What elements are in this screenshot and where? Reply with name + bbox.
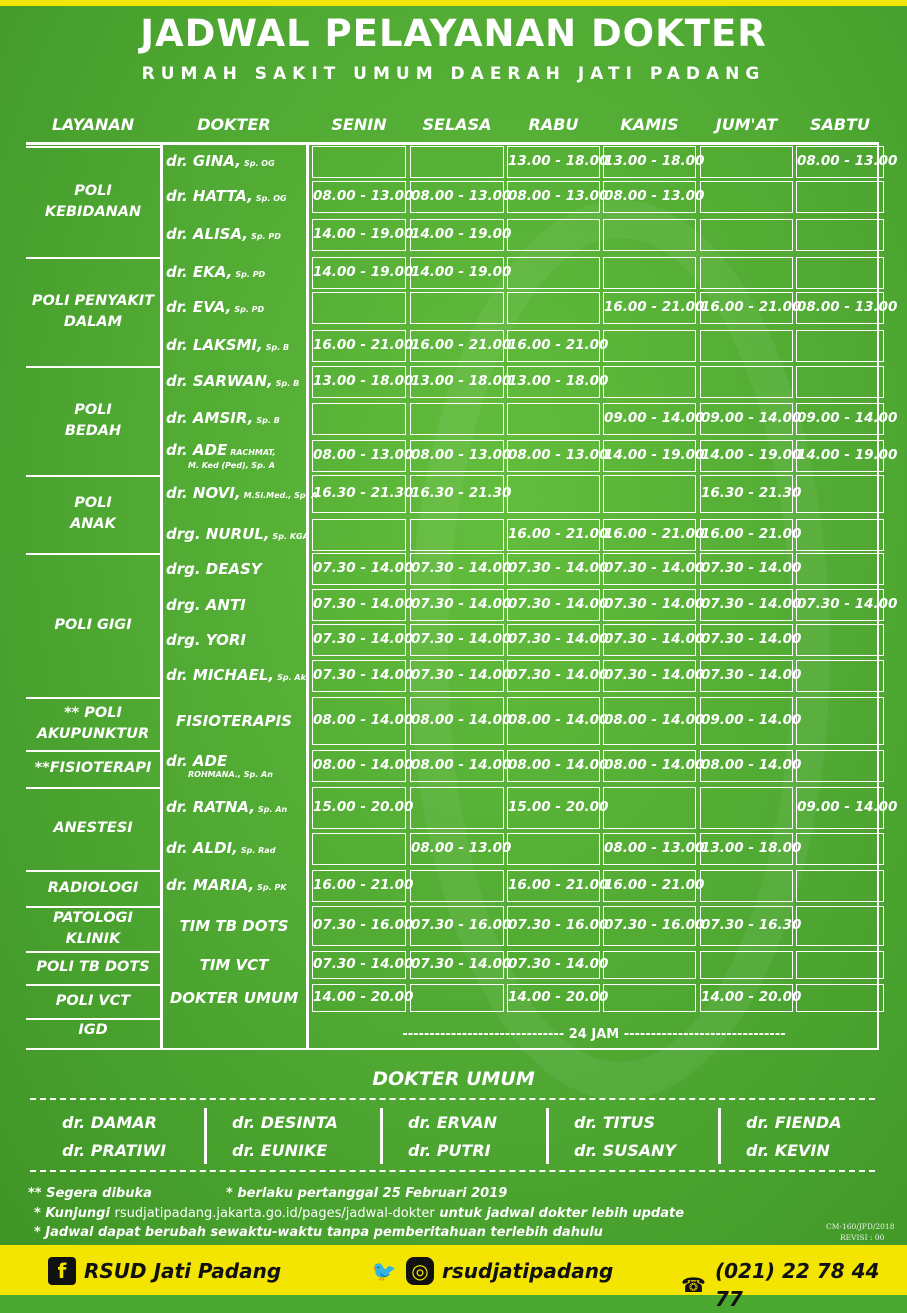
note-visit-suffix: untuk jadwal dokter lebih update — [439, 1206, 685, 1221]
service-name: POLI VCT — [26, 984, 160, 1016]
schedule-cell — [410, 870, 504, 902]
gp-doctor-name: dr. SUSANY — [574, 1141, 677, 1160]
schedule-cell: 13.00 - 18.00 — [507, 146, 600, 178]
schedule-cell: 15.00 - 20.00 — [312, 787, 406, 829]
schedule-cell — [603, 330, 696, 362]
gp-separator — [546, 1108, 549, 1164]
schedule-cell: 09.00 - 14.00 — [700, 403, 793, 435]
schedule-cell — [796, 870, 884, 902]
schedule-cell: 07.30 - 14.00 — [410, 660, 504, 692]
doctor-cell — [162, 440, 306, 472]
schedule-cell — [603, 787, 696, 829]
service-name: POLI KEBIDANAN — [26, 146, 160, 255]
doctor-cell — [162, 660, 306, 692]
social-link[interactable] — [370, 1257, 613, 1285]
doctor-cell — [162, 292, 306, 324]
doctor-specialty: RACHMAT, — [230, 447, 276, 457]
social-label: rsudjatipadang — [442, 1259, 614, 1283]
schedule-cell — [796, 833, 884, 865]
schedule-cell — [507, 219, 600, 251]
schedule-cell: 14.00 - 19.00 — [700, 440, 793, 472]
schedule-cell — [603, 984, 696, 1012]
schedule-cell — [700, 870, 793, 902]
phone-label: (021) 22 78 44 77 — [714, 1259, 880, 1311]
schedule-cell — [603, 257, 696, 289]
schedule-cell — [796, 519, 884, 551]
doctor-name: dr. ALISA, — [166, 224, 249, 243]
doctor-cell — [162, 330, 306, 362]
gp-doctor-name: dr. PUTRI — [408, 1141, 491, 1160]
schedule-cell: 08.00 - 13.00 — [796, 146, 884, 178]
doctor-name: dr. LAKSMI, — [166, 335, 263, 354]
schedule-cell — [312, 519, 406, 551]
schedule-cell: 08.00 - 13.00 — [796, 292, 884, 324]
service-name: ** POLI AKUPUNKTUR — [26, 697, 160, 748]
schedule-cell: 07.30 - 14.00 — [507, 951, 600, 979]
schedule-cell — [796, 181, 884, 213]
schedule-cell: 08.00 - 14.00 — [312, 750, 406, 782]
doctor-specialty: Sp. PD — [251, 231, 281, 241]
schedule-cell: 07.30 - 14.00 — [700, 660, 793, 692]
schedule-cell: 07.30 - 14.00 — [312, 553, 406, 585]
schedule-cell — [796, 984, 884, 1012]
doctor-cell — [162, 870, 306, 902]
doctor-cell — [162, 951, 306, 979]
schedule-cell — [603, 366, 696, 398]
doctor-cell — [162, 787, 306, 829]
schedule-cell: 16.00 - 21.00 — [312, 870, 406, 902]
schedule-cell: 14.00 - 20.00 — [312, 984, 406, 1012]
schedule-cell: 14.00 - 19.00 — [410, 219, 504, 251]
note-visit-prefix: * Kunjungi — [34, 1206, 110, 1221]
schedule-cell: 08.00 - 14.00 — [603, 750, 696, 782]
schedule-cell — [312, 146, 406, 178]
note-effective: * berlaku pertanggal 25 Februari 2019 — [226, 1186, 508, 1201]
service-name: POLI BEDAH — [26, 366, 160, 473]
doctor-cell — [162, 833, 306, 865]
schedule-cell — [796, 330, 884, 362]
schedule-cell: 07.30 - 14.00 — [796, 589, 884, 621]
doctor-title-line: M. Ked (Ped), Sp. A — [188, 460, 275, 470]
schedule-cell: 14.00 - 19.00 — [312, 219, 406, 251]
schedule-cell: 14.00 - 19.00 — [410, 257, 504, 289]
doctor-name: dr. AMSIR, — [166, 408, 254, 427]
service-name: POLI ANAK — [26, 475, 160, 551]
doctor-cell — [162, 475, 318, 513]
schedule-cell: 07.30 - 14.00 — [410, 951, 504, 979]
column-header: SABTU — [809, 115, 870, 134]
doctor-specialty: Sp. B — [265, 342, 290, 352]
doctor-name: dr. ADE — [166, 751, 228, 770]
schedule-cell: 16.00 - 21.00 — [603, 870, 696, 902]
schedule-cell: 07.30 - 14.00 — [507, 553, 600, 585]
service-name: POLI PENYAKIT DALAM — [26, 257, 160, 364]
schedule-cell: 08.00 - 13.00 — [603, 833, 696, 865]
header-divider — [26, 142, 879, 145]
schedule-cell: 14.00 - 20.00 — [700, 984, 793, 1012]
gp-doctor-name: dr. KEVIN — [746, 1141, 830, 1160]
schedule-cell — [796, 366, 884, 398]
schedule-cell: 14.00 - 20.00 — [507, 984, 600, 1012]
doctor-specialty: Sp. PK — [257, 882, 287, 892]
schedule-cell: 16.00 - 21.00 — [603, 519, 696, 551]
doctor-name: FISIOTERAPIS — [176, 711, 292, 730]
schedule-cell: 16.30 - 21.30 — [312, 475, 406, 513]
schedule-cell: 13.00 - 18.00 — [507, 366, 600, 398]
schedule-cell: 13.00 - 18.00 — [603, 146, 696, 178]
doctor-specialty: Sp. B — [275, 378, 300, 388]
service-name: ANESTESI — [26, 787, 160, 868]
column-header: KAMIS — [620, 115, 679, 134]
schedule-cell: 07.30 - 16.00 — [603, 906, 696, 946]
service-name: POLI GIGI — [26, 553, 160, 695]
doc-revision: REVISI : 00 — [840, 1233, 885, 1242]
doctor-specialty: Sp. B — [256, 415, 280, 425]
doctor-specialty: Sp. Ak — [277, 672, 306, 682]
column-header: DOKTER — [197, 115, 271, 134]
schedule-cell: 07.30 - 14.00 — [700, 553, 793, 585]
schedule-cell: 08.00 - 13.00 — [312, 181, 406, 213]
schedule-cell — [410, 403, 504, 435]
schedule-cell: 07.30 - 16.00 — [312, 906, 406, 946]
doctor-specialty: Sp. KGA — [272, 531, 309, 541]
schedule-cell — [312, 403, 406, 435]
phone-icon: ☎ — [681, 1273, 706, 1297]
schedule-cell: 08.00 - 14.00 — [603, 697, 696, 745]
schedule-cell: 16.00 - 21.00 — [410, 330, 504, 362]
schedule-cell: 09.00 - 14.00 — [700, 697, 793, 745]
schedule-cell — [796, 475, 884, 513]
schedule-cell: 07.30 - 14.00 — [410, 553, 504, 585]
column-header: LAYANAN — [51, 115, 135, 134]
schedule-cell — [796, 257, 884, 289]
column-header: RABU — [528, 115, 579, 134]
schedule-cell: 13.00 - 18.00 — [312, 366, 406, 398]
gp-doctor-name: dr. PRATIWI — [62, 1141, 167, 1160]
doctor-specialty: Sp. OG — [255, 193, 287, 203]
schedule-cell: 07.30 - 16.00 — [507, 906, 600, 946]
service-divider — [160, 144, 163, 1050]
schedule-cell: 16.00 - 21.00 — [312, 330, 406, 362]
schedule-cell: 16.00 - 21.00 — [507, 870, 600, 902]
schedule-cell — [700, 181, 793, 213]
schedule-cell: 08.00 - 14.00 — [507, 697, 600, 745]
schedule-cell: 08.00 - 13.00 — [507, 181, 600, 213]
facebook-label: RSUD Jati Padang — [84, 1259, 282, 1283]
schedule-cell: 07.30 - 14.00 — [312, 660, 406, 692]
schedule-cell: 08.00 - 13.00 — [507, 440, 600, 472]
doctor-cell — [162, 906, 306, 946]
doctor-name: drg. ANTI — [166, 595, 246, 614]
schedule-cell: 14.00 - 19.00 — [603, 440, 696, 472]
schedule-cell — [700, 951, 793, 979]
facebook-link[interactable] — [48, 1257, 281, 1285]
schedule-cell — [507, 257, 600, 289]
doctor-cell — [162, 553, 306, 585]
schedule-cell — [507, 403, 600, 435]
gp-doctor-name: dr. EUNIKE — [232, 1141, 328, 1160]
gp-doctor-name: dr. DESINTA — [232, 1113, 338, 1132]
doctor-name: drg. DEASY — [166, 559, 262, 578]
schedule-cell — [603, 219, 696, 251]
doctor-name: dr. NOVI, — [166, 483, 241, 502]
schedule-cell: 15.00 - 20.00 — [507, 787, 600, 829]
schedule-cell: 07.30 - 14.00 — [603, 553, 696, 585]
schedule-cell — [312, 292, 406, 324]
doctor-specialty: Sp. Rad — [240, 845, 276, 855]
schedule-cell: 08.00 - 13.00 — [410, 440, 504, 472]
schedule-cell — [507, 475, 600, 513]
schedule-cell — [312, 833, 406, 865]
gp-separator — [380, 1108, 383, 1164]
schedule-cell: 07.30 - 14.00 — [410, 624, 504, 656]
schedule-cell: 16.00 - 21.00 — [507, 519, 600, 551]
schedule-cell — [796, 624, 884, 656]
schedule-cell — [700, 146, 793, 178]
phone-link[interactable] — [680, 1257, 907, 1313]
schedule-cell: 07.30 - 14.00 — [507, 589, 600, 621]
note-soon: ** Segera dibuka — [28, 1186, 152, 1201]
schedule-cell: 13.00 - 18.00 — [700, 833, 793, 865]
service-name: **FISIOTERAPI — [26, 750, 160, 785]
facebook-icon: f — [48, 1257, 76, 1285]
schedule-cell: 08.00 - 14.00 — [410, 697, 504, 745]
schedule-cell — [700, 330, 793, 362]
schedule-cell — [700, 366, 793, 398]
service-name: PATOLOGI KLINIK — [26, 906, 160, 949]
schedule-cell — [700, 219, 793, 251]
schedule-cell: 07.30 - 14.00 — [312, 624, 406, 656]
gp-doctor-name: dr. ERVAN — [408, 1113, 498, 1132]
column-header: JUM'AT — [715, 115, 778, 134]
schedule-cell — [700, 787, 793, 829]
service-name: RADIOLOGI — [26, 870, 160, 904]
schedule-cell — [410, 787, 504, 829]
doctor-cell — [162, 697, 306, 745]
schedule-cell: 16.30 - 21.30 — [700, 475, 793, 513]
website-link[interactable]: rsudjatipadang.jakarta.go.id/pages/jadwal-dokter — [114, 1206, 435, 1221]
schedule-cell: 07.30 - 14.00 — [603, 589, 696, 621]
doctor-name: dr. ADE — [166, 440, 228, 459]
schedule-cell: 07.30 - 16.30 — [700, 906, 793, 946]
doctor-cell — [162, 589, 306, 621]
schedule-cell — [410, 519, 504, 551]
schedule-cell: 07.30 - 14.00 — [700, 624, 793, 656]
doctor-cell — [162, 403, 306, 435]
schedule-cell: 09.00 - 14.00 — [796, 403, 884, 435]
schedule-cell: 07.30 - 14.00 — [603, 660, 696, 692]
schedule-cell: 08.00 - 14.00 — [507, 750, 600, 782]
schedule-cell — [507, 833, 600, 865]
doctor-name: dr. SARWAN, — [166, 371, 273, 390]
schedule-cell: 14.00 - 19.00 — [796, 440, 884, 472]
doctor-specialty: Sp. OG — [243, 158, 275, 168]
schedule-cell — [507, 292, 600, 324]
doctor-specialty: M.Si.Med., Sp. A — [243, 490, 318, 500]
doctor-name: dr. MARIA, — [166, 875, 255, 894]
schedule-cell — [796, 906, 884, 946]
doctor-name: dr. EKA, — [166, 262, 233, 281]
schedule-cell — [796, 951, 884, 979]
schedule-cell: 07.30 - 14.00 — [410, 589, 504, 621]
schedule-cell: 09.00 - 14.00 — [603, 403, 696, 435]
schedule-cell: 16.00 - 21.00 — [700, 519, 793, 551]
doctor-specialty: Sp. PD — [235, 269, 266, 279]
doctor-cell — [162, 624, 306, 656]
doctor-cell — [162, 519, 309, 551]
doctor-name: drg. NURUL, — [166, 524, 270, 543]
schedule-cell — [796, 697, 884, 745]
divider-bottom — [30, 1170, 875, 1172]
service-name: IGD — [26, 1018, 160, 1041]
schedule-cell — [603, 951, 696, 979]
schedule-cell — [796, 750, 884, 782]
divider-top — [30, 1098, 875, 1100]
general-practitioners-title: DOKTER UMUM — [372, 1068, 535, 1090]
doctor-cell — [162, 219, 306, 251]
schedule-cell: 08.00 - 13.00 — [410, 181, 504, 213]
schedule-cell: 16.00 - 21.00 — [507, 330, 600, 362]
schedule-cell — [603, 475, 696, 513]
schedule-cell: 09.00 - 14.00 — [796, 787, 884, 829]
doctor-divider — [306, 144, 309, 1050]
doctor-cell — [162, 146, 306, 178]
page-title: JADWAL PELAYANAN DOKTER — [140, 12, 767, 55]
schedule-cell — [796, 553, 884, 585]
schedule-cell — [410, 292, 504, 324]
doctor-name: dr. HATTA, — [166, 186, 253, 205]
doc-code: CM-160/JPD/2018 — [826, 1222, 895, 1231]
doctor-name: dr. MICHAEL, — [166, 665, 275, 684]
schedule-cell: 07.30 - 14.00 — [700, 589, 793, 621]
gp-doctor-name: dr. FIENDA — [746, 1113, 842, 1132]
schedule-cell: 08.00 - 14.00 — [410, 750, 504, 782]
twitter-icon: 🐦 — [371, 1259, 397, 1283]
schedule-cell: 07.30 - 14.00 — [603, 624, 696, 656]
doctor-name: dr. EVA, — [166, 297, 232, 316]
doctor-name: dr. ALDI, — [166, 838, 238, 857]
schedule-cell — [700, 257, 793, 289]
doctor-cell — [162, 984, 306, 1012]
footer-bar — [0, 1245, 907, 1311]
doctor-cell — [162, 366, 306, 398]
note-change: * Jadwal dapat berubah sewaktu-waktu tanpa pemberitahuan terlebih dahulu — [34, 1225, 603, 1240]
schedule-cell — [796, 219, 884, 251]
igd-hours: ------------------------------ 24 JAM ------------------------------ — [402, 1027, 786, 1042]
doctor-name: DOKTER UMUM — [169, 988, 299, 1007]
schedule-cell: 07.30 - 16.00 — [410, 906, 504, 946]
schedule-cell: 07.30 - 14.00 — [312, 589, 406, 621]
schedule-cell: 14.00 - 19.00 — [312, 257, 406, 289]
page-subtitle: RUMAH SAKIT UMUM DAERAH JATI PADANG — [141, 64, 766, 84]
doctor-name: TIM TB DOTS — [179, 916, 289, 935]
schedule-cell — [796, 660, 884, 692]
schedule-cell: 16.30 - 21.30 — [410, 475, 504, 513]
schedule-cell: 07.30 - 14.00 — [312, 951, 406, 979]
doctor-specialty: Sp. An — [258, 804, 288, 814]
doctor-title-line: ROHMANA., Sp. An — [188, 769, 273, 779]
doctor-name: TIM VCT — [199, 955, 269, 974]
schedule-cell: 08.00 - 14.00 — [700, 750, 793, 782]
gp-doctor-name: dr. TITUS — [574, 1113, 656, 1132]
top-bar — [0, 0, 907, 6]
schedule-cell: 16.00 - 21.00 — [700, 292, 793, 324]
note-visit — [34, 1206, 684, 1221]
doctor-name: dr. GINA, — [166, 151, 241, 170]
schedule-cell: 08.00 - 13.00 — [312, 440, 406, 472]
schedule-cell: 07.30 - 14.00 — [507, 660, 600, 692]
schedule-cell: 16.00 - 21.00 — [603, 292, 696, 324]
doctor-name: dr. RATNA, — [166, 797, 256, 816]
service-name: POLI TB DOTS — [26, 951, 160, 982]
schedule-cell — [410, 984, 504, 1012]
schedule-cell: 07.30 - 14.00 — [507, 624, 600, 656]
gp-doctor-name: dr. DAMAR — [62, 1113, 157, 1132]
schedule-cell: 13.00 - 18.00 — [410, 366, 504, 398]
schedule-cell: 08.00 - 13.00 — [410, 833, 504, 865]
doctor-name: drg. YORI — [166, 630, 247, 649]
column-header: SENIN — [331, 115, 387, 134]
schedule-cell — [410, 146, 504, 178]
gp-separator — [204, 1108, 207, 1164]
schedule-cell: 08.00 - 14.00 — [312, 697, 406, 745]
doctor-cell — [162, 257, 306, 289]
doctor-cell — [162, 750, 306, 782]
doctor-specialty: Sp. PD — [234, 304, 265, 314]
column-header: SELASA — [422, 115, 492, 134]
doctor-cell — [162, 181, 306, 213]
gp-separator — [718, 1108, 721, 1164]
schedule-cell: 08.00 - 13.00 — [603, 181, 696, 213]
instagram-icon: ◎ — [406, 1257, 434, 1285]
